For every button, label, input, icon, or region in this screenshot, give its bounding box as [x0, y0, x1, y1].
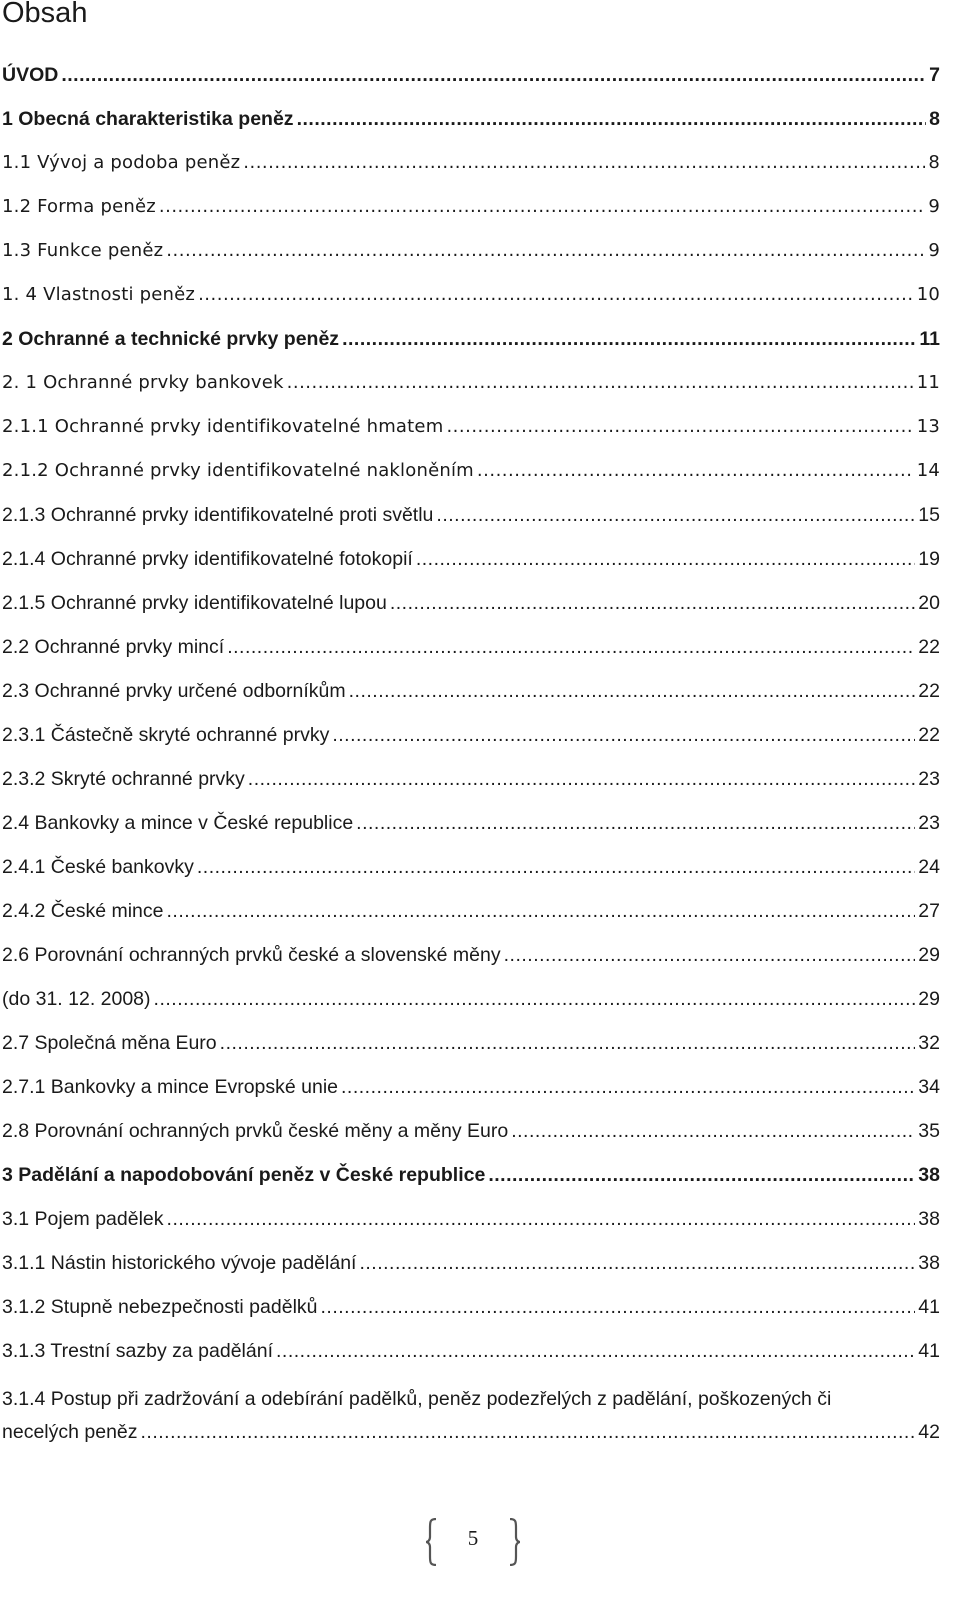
toc-entry[interactable] — [2, 1028, 940, 1072]
toc-entry[interactable] — [2, 940, 940, 984]
dot-leader — [220, 1028, 916, 1058]
toc-entry-label: 2.7.1 Bankovky a mince Evropské unie — [2, 1076, 339, 1098]
toc-entry[interactable] — [2, 368, 940, 412]
dot-leader — [61, 60, 926, 90]
toc-entry-page: 7 — [929, 64, 940, 86]
toc-entry-page: 8 — [929, 108, 940, 130]
toc-entry-page: 42 — [918, 1421, 940, 1443]
toc-entry-label: 1.2 Forma peněz — [2, 196, 156, 217]
toc-entry-label: 2.3.2 Skryté ochranné prvky — [2, 768, 245, 790]
toc-entry-page: 35 — [918, 1120, 940, 1142]
toc-entry-page: 22 — [918, 636, 940, 658]
toc-entry-label: 2.8 Porovnání ochranných prvků české měny a měny Euro — [2, 1120, 509, 1142]
dot-leader — [359, 1248, 915, 1278]
toc-entry[interactable] — [2, 1204, 940, 1248]
toc-entry-label: ÚVOD — [2, 64, 59, 86]
toc-entry[interactable] — [2, 104, 940, 148]
toc-entry-label: 2.3.1 Částečně skryté ochranné prvky — [2, 724, 330, 746]
dot-leader — [167, 1204, 916, 1234]
toc-entry[interactable] — [2, 412, 940, 456]
dot-leader — [159, 192, 925, 222]
dot-leader — [488, 1160, 915, 1190]
toc-entry-page: 20 — [918, 592, 940, 614]
toc-entry-page: 10 — [916, 284, 940, 305]
table-of-contents — [2, 60, 940, 1449]
toc-entry[interactable] — [2, 1160, 940, 1204]
dot-leader — [197, 852, 915, 882]
page-number: 5 — [467, 1526, 479, 1550]
dot-leader — [342, 324, 916, 354]
toc-entry-page: 24 — [918, 856, 940, 878]
dot-leader — [287, 368, 914, 398]
toc-entry-label: 3.1 Pojem padělek — [2, 1208, 164, 1230]
toc-entry[interactable] — [2, 632, 940, 676]
dot-leader — [390, 588, 915, 618]
dot-leader — [166, 236, 925, 266]
toc-entry[interactable] — [2, 236, 940, 280]
toc-entry-label: 2.1.2 Ochranné prvky identifikovatelné nakloněním — [2, 460, 474, 481]
toc-entry-label: 2.3 Ochranné prvky určené odborníkům — [2, 680, 346, 702]
toc-entry-page: 41 — [918, 1296, 940, 1318]
toc-entry-label: 2.4.2 České mince — [2, 900, 164, 922]
toc-entry-page: 9 — [928, 240, 940, 261]
toc-entry-page: 38 — [918, 1252, 940, 1274]
toc-entry-label: 3.1.3 Trestní sazby za padělání — [2, 1340, 274, 1362]
toc-entry-label: 1. 4 Vlastnosti peněz — [2, 284, 196, 305]
toc-entry[interactable] — [2, 148, 940, 192]
toc-entry[interactable] — [2, 324, 940, 368]
toc-entry[interactable] — [2, 720, 940, 764]
dot-leader — [356, 808, 915, 838]
toc-entry-page: 38 — [918, 1208, 940, 1230]
toc-entry[interactable] — [2, 280, 940, 324]
dot-leader — [227, 632, 915, 662]
toc-entry-label: 3.1.4 Postup při zadržování a odebírání padělků, peněz podezřelých z padělání, poškozených či — [2, 1388, 832, 1410]
dot-leader — [243, 148, 925, 178]
toc-entry-page: 11 — [916, 372, 940, 393]
toc-entry-label-continued: necelých peněz — [2, 1421, 138, 1443]
toc-entry[interactable] — [2, 984, 940, 1028]
page-footer — [425, 1518, 521, 1568]
toc-entry-page: 22 — [918, 724, 940, 746]
dot-leader — [332, 720, 915, 750]
toc-entry-page: 32 — [918, 1032, 940, 1054]
toc-entry-page: 29 — [918, 988, 940, 1010]
toc-entry-label: 1.3 Funkce peněz — [2, 240, 164, 261]
dot-leader — [198, 280, 914, 310]
toc-entry-page: 15 — [918, 504, 940, 526]
toc-entry[interactable] — [2, 676, 940, 720]
toc-entry[interactable] — [2, 1072, 940, 1116]
toc-entry-label: 2 Ochranné a technické prvky peněz — [2, 328, 340, 350]
toc-entry[interactable] — [2, 808, 940, 852]
dot-leader — [511, 1116, 915, 1146]
dot-leader — [297, 104, 927, 134]
toc-entry[interactable] — [2, 1116, 940, 1160]
dot-leader — [416, 544, 915, 574]
toc-entry[interactable] — [2, 60, 940, 104]
toc-entry[interactable] — [2, 1336, 940, 1380]
toc-entry-label: 3.1.2 Stupně nebezpečnosti padělků — [2, 1296, 318, 1318]
dot-leader — [436, 500, 915, 530]
toc-entry-label: 1.1 Vývoj a podoba peněz — [2, 152, 241, 173]
toc-entry-label: 2.1.3 Ochranné prvky identifikovatelné proti světlu — [2, 504, 434, 526]
toc-entry[interactable] — [2, 588, 940, 632]
dot-leader — [349, 676, 916, 706]
toc-entry-page: 8 — [928, 152, 940, 173]
toc-entry-label: 1 Obecná charakteristika peněz — [2, 108, 294, 130]
toc-entry[interactable] — [2, 1292, 940, 1336]
toc-entry-label: 2.4.1 České bankovky — [2, 856, 194, 878]
toc-entry[interactable] — [2, 1383, 940, 1449]
toc-entry-label: 2.2 Ochranné prvky mincí — [2, 636, 225, 658]
toc-entry-page: 38 — [918, 1164, 940, 1186]
toc-entry-page: 11 — [919, 328, 940, 350]
dot-leader — [141, 1416, 916, 1449]
toc-entry-label: 2.7 Společná měna Euro — [2, 1032, 217, 1054]
toc-entry[interactable] — [2, 500, 940, 544]
dot-leader — [154, 984, 916, 1014]
toc-entry-label: 3 Padělání a napodobování peněz v České republice — [2, 1164, 486, 1186]
toc-entry[interactable] — [2, 456, 940, 500]
toc-entry[interactable] — [2, 764, 940, 808]
toc-entry-page: 41 — [918, 1340, 940, 1362]
toc-entry-label: 3.1.1 Nástin historického vývoje padělání — [2, 1252, 357, 1274]
dot-leader — [321, 1292, 916, 1322]
toc-entry-page: 23 — [918, 768, 940, 790]
dot-leader — [167, 896, 916, 926]
toc-entry-label: 2.1.1 Ochranné prvky identifikovatelné hmatem — [2, 416, 444, 437]
toc-entry-page: 19 — [918, 548, 940, 570]
toc-entry-page: 29 — [918, 944, 940, 966]
toc-entry-page: 27 — [918, 900, 940, 922]
toc-entry-label: 2.1.4 Ochranné prvky identifikovatelné fotokopií — [2, 548, 413, 570]
toc-entry[interactable] — [2, 896, 940, 940]
dot-leader — [248, 764, 916, 794]
toc-entry[interactable] — [2, 192, 940, 236]
page-title: Obsah — [2, 0, 88, 29]
toc-entry-label: 2.1.5 Ochranné prvky identifikovatelné lupou — [2, 592, 387, 614]
dot-leader — [504, 940, 916, 970]
dot-leader — [446, 412, 913, 442]
toc-entry[interactable] — [2, 852, 940, 896]
toc-entry-page: 23 — [918, 812, 940, 834]
right-brace-icon — [507, 1518, 521, 1566]
dot-leader — [341, 1072, 915, 1102]
toc-entry-page: 22 — [918, 680, 940, 702]
toc-entry-label: 2.4 Bankovky a mince v České republice — [2, 812, 354, 834]
toc-entry[interactable] — [2, 544, 940, 588]
toc-entry-label: (do 31. 12. 2008) — [2, 988, 151, 1010]
toc-entry-page: 34 — [918, 1076, 940, 1098]
toc-entry-page: 13 — [916, 416, 940, 437]
toc-entry-page: 9 — [928, 196, 940, 217]
dot-leader — [276, 1336, 915, 1366]
toc-entry-label: 2.6 Porovnání ochranných prvků české a slovenské měny — [2, 944, 501, 966]
toc-entry-label: 2. 1 Ochranné prvky bankovek — [2, 372, 284, 393]
toc-entry[interactable] — [2, 1248, 940, 1292]
dot-leader — [477, 456, 914, 486]
toc-entry-page: 14 — [916, 460, 940, 481]
